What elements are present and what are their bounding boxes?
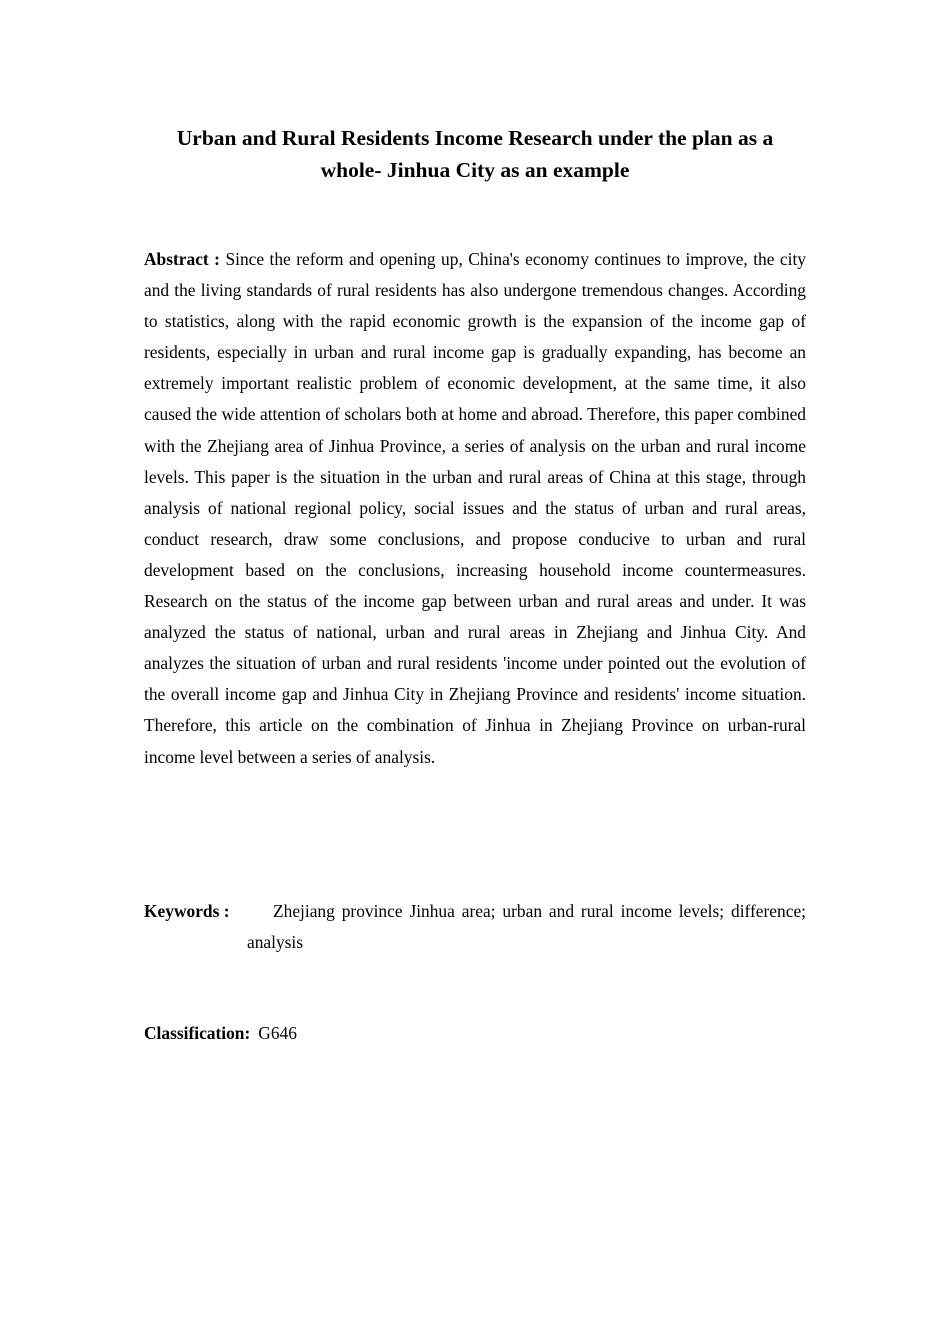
keywords-section: [144, 896, 806, 958]
classification-section: [144, 1018, 297, 1049]
abstract-label: Abstract :: [144, 249, 220, 269]
abstract-text: Since the reform and opening up, China's economy continues to improve, the city and the living standards of rural residents has also undergone tremendous changes. According to statistics, along with the rapid economic growth is the expansion of the income gap of residents, especially in urban and rural income gap is gradually expanding, has become an extremely important realistic problem of economic development, at the same time, it also caused the wide attention of scholars both at home and abroad. Therefore, this paper combined with the Zhejiang area of Jinhua Province, a series of analysis on the urban and rural income levels. This paper is the situation in the urban and rural areas of China at this stage, through analysis of national regional policy, social issues and the status of urban and rural areas, conduct research, draw some conclusions, and propose conducive to urban and rural development based on the conclusions, increasing household income countermeasures. Research on the status of the income gap between urban and rural areas and under. It was analyzed the status of national, urban and rural areas in Zhejiang and Jinhua City. And analyzes the situation of urban and rural residents 'income under pointed out the evolution of the overall income gap and Jinhua City in Zhejiang Province and residents' income situation. Therefore, this article on the combination of Jinhua in Zhejiang Province on urban-rural income level between a series of analysis.: [144, 249, 806, 767]
keywords-label: Keywords :: [144, 901, 230, 921]
classification-label: Classification:: [144, 1023, 251, 1043]
paper-title: Urban and Rural Residents Income Research under the plan as a whole- Jinhua City as an example: [176, 126, 774, 182]
keywords-text: Zhejiang province Jinhua area; urban and rural income levels; difference; analysis: [247, 901, 806, 953]
classification-value: G646: [258, 1023, 297, 1043]
abstract-section: [144, 244, 806, 773]
